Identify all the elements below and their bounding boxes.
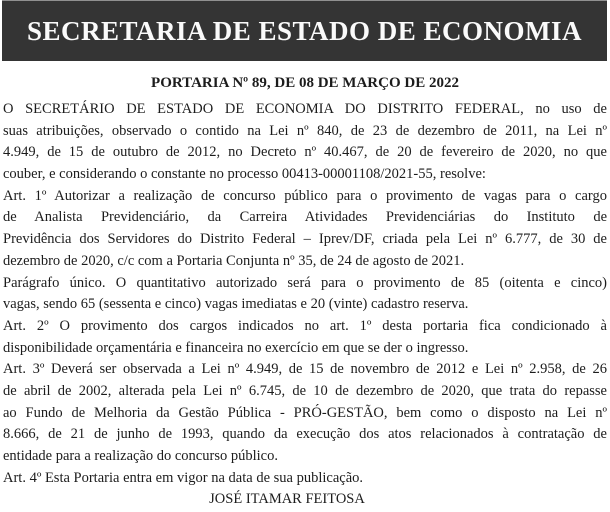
document-line: Parágrafo único. O quantitativo autorizado será para o provimento de 85 (oitenta e cinco): [3, 274, 607, 291]
portaria-title: PORTARIA Nº 89, DE 08 DE MARÇO DE 2022: [151, 75, 459, 91]
document-line: vagas, sendo 65 (sessenta e cinco) vagas imediatas e 20 (vinte) cadastro reserva.: [3, 296, 469, 313]
signature-name: JOSÉ ITAMAR FEITOSA: [209, 491, 365, 508]
document-line: dezembro de 2020, c/c com a Portaria Conjunta nº 35, de 24 de agosto de 2021.: [3, 252, 465, 269]
document-line: Art. 4º Esta Portaria entra em vigor na data de sua publicação.: [3, 469, 364, 486]
document-line: de abril de 2002, alterada pela Lei nº 6.745, de 10 de dezembro de 2020, que trata do repasse: [3, 382, 607, 399]
document-body: [3, 99, 607, 511]
document-line: Previdência dos Servidores do Distrito Federal – Iprev/DF, criada pela Lei nº 6.777, de 30 de: [3, 231, 607, 248]
org-title: SECRETARIA DE ESTADO DE ECONOMIA: [26, 15, 583, 46]
document-line: couber, e considerando o constante no processo 00413-00001108/2021-55, resolve:: [3, 166, 486, 183]
document-line: entidade para a realização do concurso público.: [3, 448, 278, 464]
document-line: Art. 1º Autorizar a realização de concurso público para o provimento de vagas para o cargo: [3, 187, 607, 204]
document-line: ao Fundo de Melhoria da Gestão Pública - PRÓ-GESTÃO, bem como o disposto na Lei nº: [3, 404, 607, 421]
document-line: suas atribuições, observado o contido na Lei nº 840, de 23 de dezembro de 2011, na Lei nº: [3, 122, 607, 139]
document-line: 4.949, de 15 de outubro de 2012, no Decreto nº 40.467, de 20 de fevereiro de 2020, no que: [3, 144, 607, 161]
document-line: 8.666, de 21 de junho de 1993, quando da execução dos atos relacionados à contratação de: [3, 426, 607, 443]
document-header-banner: [2, 0, 607, 61]
document-line: Art. 3º Deverá ser observada a Lei nº 4.949, de 15 de novembro de 2012 e Lei nº 2.958, de 26: [3, 361, 607, 378]
document-line: disponibilidade orçamentária e financeira no exercício em que se der o ingresso.: [3, 339, 469, 356]
document-line: Art. 2º O provimento dos cargos indicados no art. 1º desta portaria fica condicionado à: [3, 317, 607, 334]
document-line: de Analista Previdenciário, da Carreira Atividades Previdenciárias do Instituto de: [3, 209, 607, 226]
document-line: O SECRETÁRIO DE ESTADO DE ECONOMIA DO DISTRITO FEDERAL, no uso de: [3, 101, 607, 117]
